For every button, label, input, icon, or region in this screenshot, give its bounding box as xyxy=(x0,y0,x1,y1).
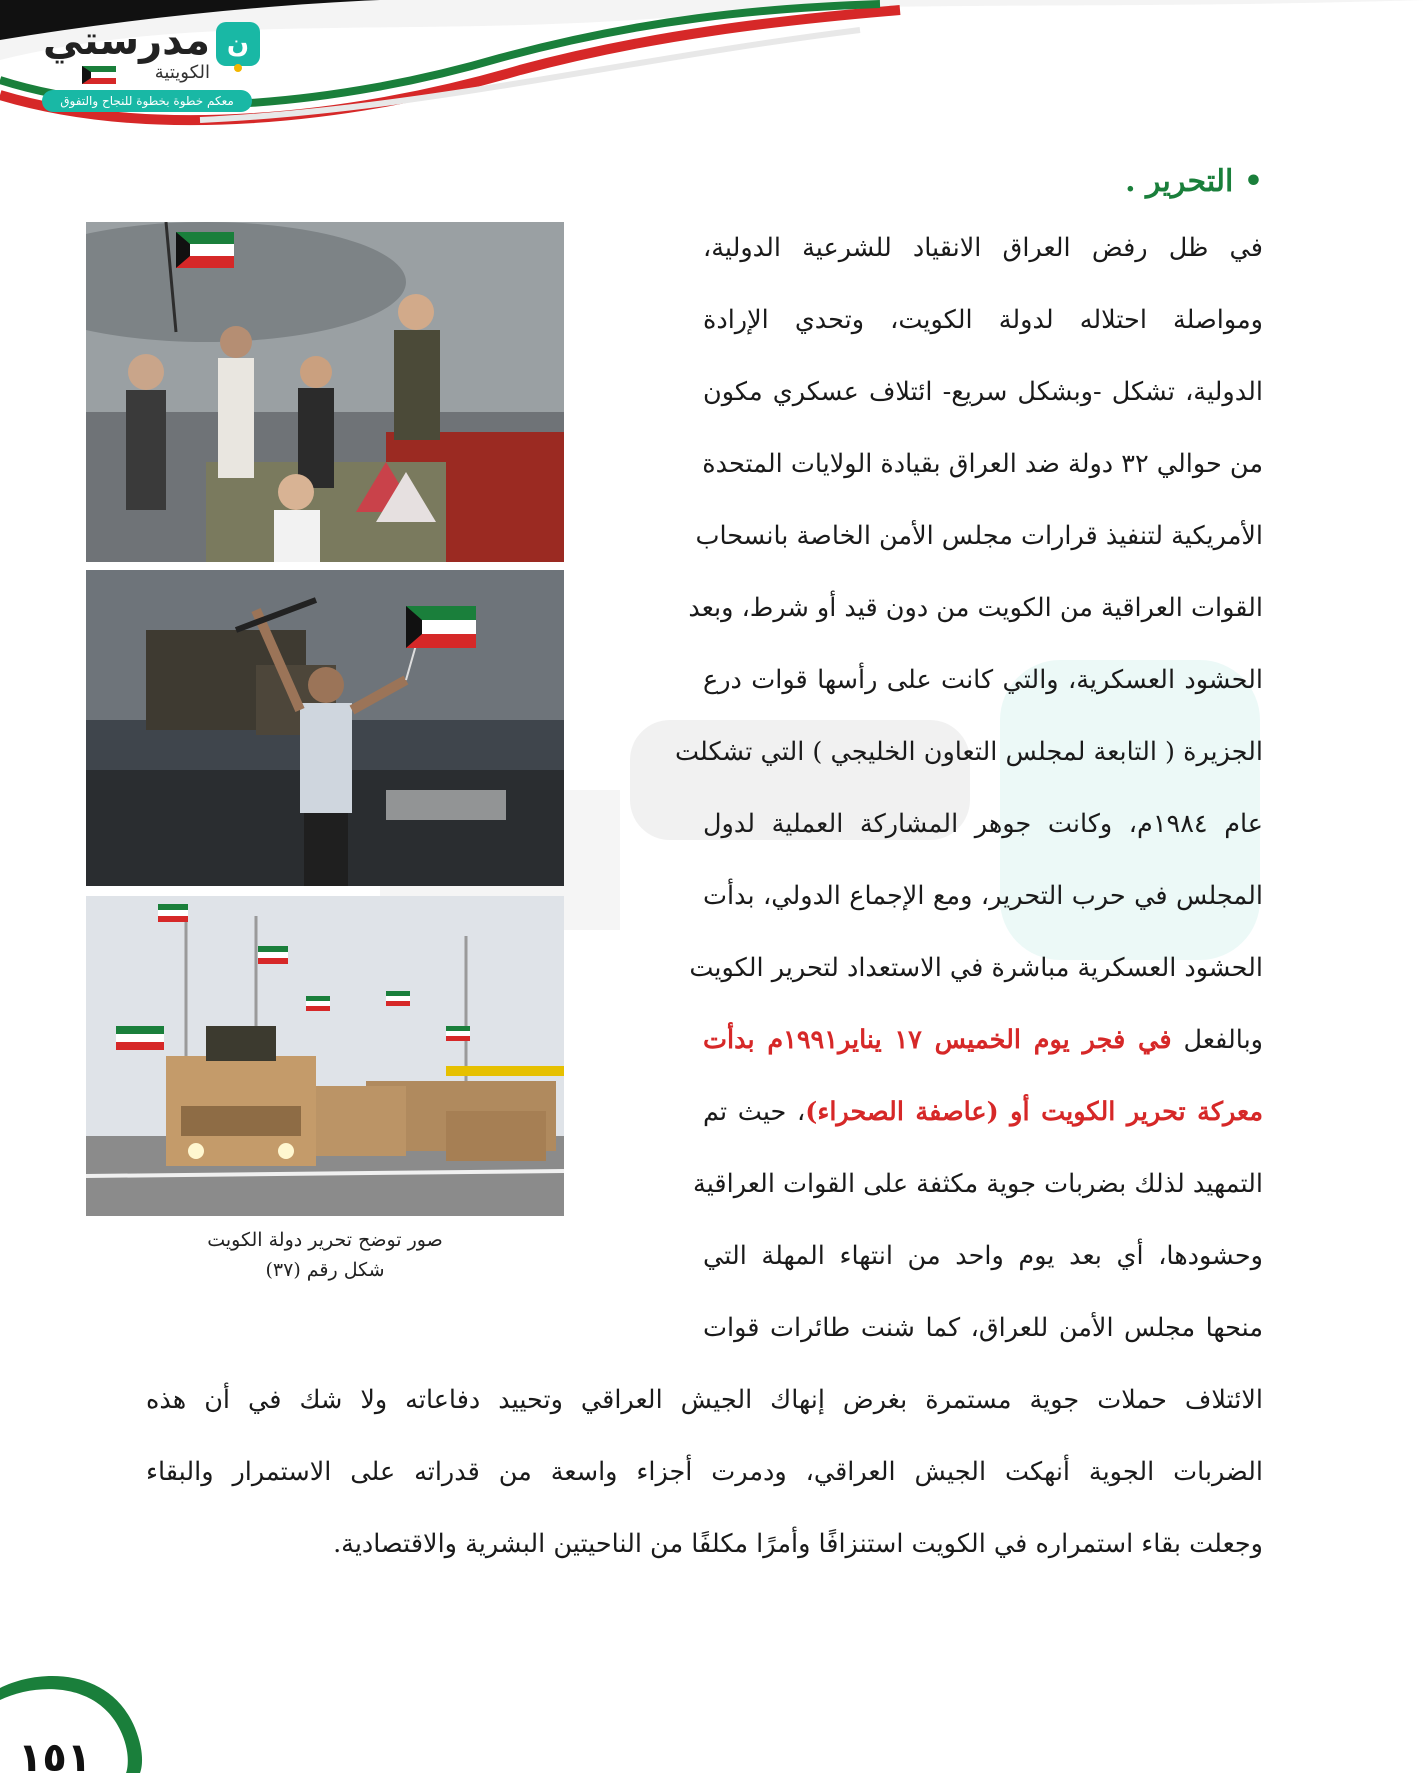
paragraph-line: المجلس في حرب التحرير، ومع الإجماع الدولي، بدأت xyxy=(703,881,1263,911)
section-heading xyxy=(1125,160,1263,204)
paragraph-line: القوات العراقية من الكويت من دون قيد أو شرط، وبعد xyxy=(688,593,1263,623)
paragraph-line: الحشود العسكرية، والتي كانت على رأسها قوات درع xyxy=(703,665,1263,695)
photo-military-parade xyxy=(86,896,564,1216)
caption-line-1: صور توضح تحرير دولة الكويت xyxy=(207,1229,443,1251)
paragraph-line: الحشود العسكرية مباشرة في الاستعداد لتحرير الكويت xyxy=(689,953,1263,983)
figure-caption xyxy=(86,1225,564,1285)
line-prefix: وبالفعل xyxy=(1171,1025,1263,1055)
page-number: ١٥١ xyxy=(18,1735,92,1781)
caption-line-2: شكل رقم (٣٧) xyxy=(265,1259,385,1281)
photo-man-with-flag xyxy=(86,570,564,886)
highlight-battle: معركة تحرير الكويت أو (عاصفة الصحراء) xyxy=(805,1097,1263,1127)
paragraph-line: من حوالي ٣٢ دولة ضد العراق بقيادة الولايات المتحدة xyxy=(702,449,1263,479)
kuwait-flag-icon xyxy=(82,66,116,84)
paragraph-line: الجزيرة ( التابعة لمجلس التعاون الخليجي ) التي تشكلت xyxy=(674,737,1263,767)
paragraph-line: وجعلت بقاء استمراره في الكويت استنزافًا وأمرًا مكلفًا من الناحيتين البشرية والاقتصادية. xyxy=(333,1529,1263,1559)
logo-name: مدرستي xyxy=(42,18,210,64)
logo-badge-icon: ن xyxy=(216,22,260,66)
line-suffix: ، حيث تم xyxy=(703,1097,806,1127)
heading-title: التحرير . xyxy=(1125,164,1234,199)
highlight-date: في فجر يوم الخميس ١٧ يناير١٩٩١م بدأت xyxy=(703,1025,1172,1055)
paragraph-line-highlight xyxy=(703,1020,1263,1060)
paragraph-line: في ظل رفض العراق الانقياد للشرعية الدولية، xyxy=(703,233,1263,263)
paragraph-line: الدولية، تشكل -وبشكل سريع- ائتلاف عسكري مكون xyxy=(703,377,1263,407)
paragraph-line: الائتلاف حملات جوية مستمرة بغرض إنهاك الجيش العراقي وتحييد دفاعاته ولا شك في أن هذه xyxy=(146,1385,1263,1415)
paragraph-line: ومواصلة احتلاله لدولة الكويت، وتحدي الإرادة xyxy=(703,305,1263,335)
paragraph-line-highlight xyxy=(703,1092,1263,1132)
paragraph-line: الأمريكية لتنفيذ قرارات مجلس الأمن الخاصة بانسحاب xyxy=(695,521,1263,551)
paragraph-line: الضربات الجوية أنهكت الجيش العراقي، ودمرت أجزاء واسعة من قدراته على الاستمرار والبقاء xyxy=(146,1457,1263,1487)
paragraph-line: التمهيد لذلك بضربات جوية مكثفة على القوات العراقية xyxy=(693,1169,1263,1199)
site-logo[interactable] xyxy=(30,18,260,113)
logo-slogan: معكم خطوة بخطوة للنجاح والتفوق xyxy=(42,90,252,112)
photo-celebration-crowd xyxy=(86,222,564,562)
logo-subtitle: الكويتية xyxy=(154,62,210,83)
heading-bullet: • xyxy=(1243,164,1263,199)
paragraph-line: منحها مجلس الأمن للعراق، كما شنت طائرات قوات xyxy=(703,1313,1263,1343)
paragraph-line: وحشودها، أي بعد يوم واحد من انتهاء المهلة التي xyxy=(703,1241,1263,1271)
paragraph-line: عام ١٩٨٤م، وكانت جوهر المشاركة العملية لدول xyxy=(703,809,1263,839)
